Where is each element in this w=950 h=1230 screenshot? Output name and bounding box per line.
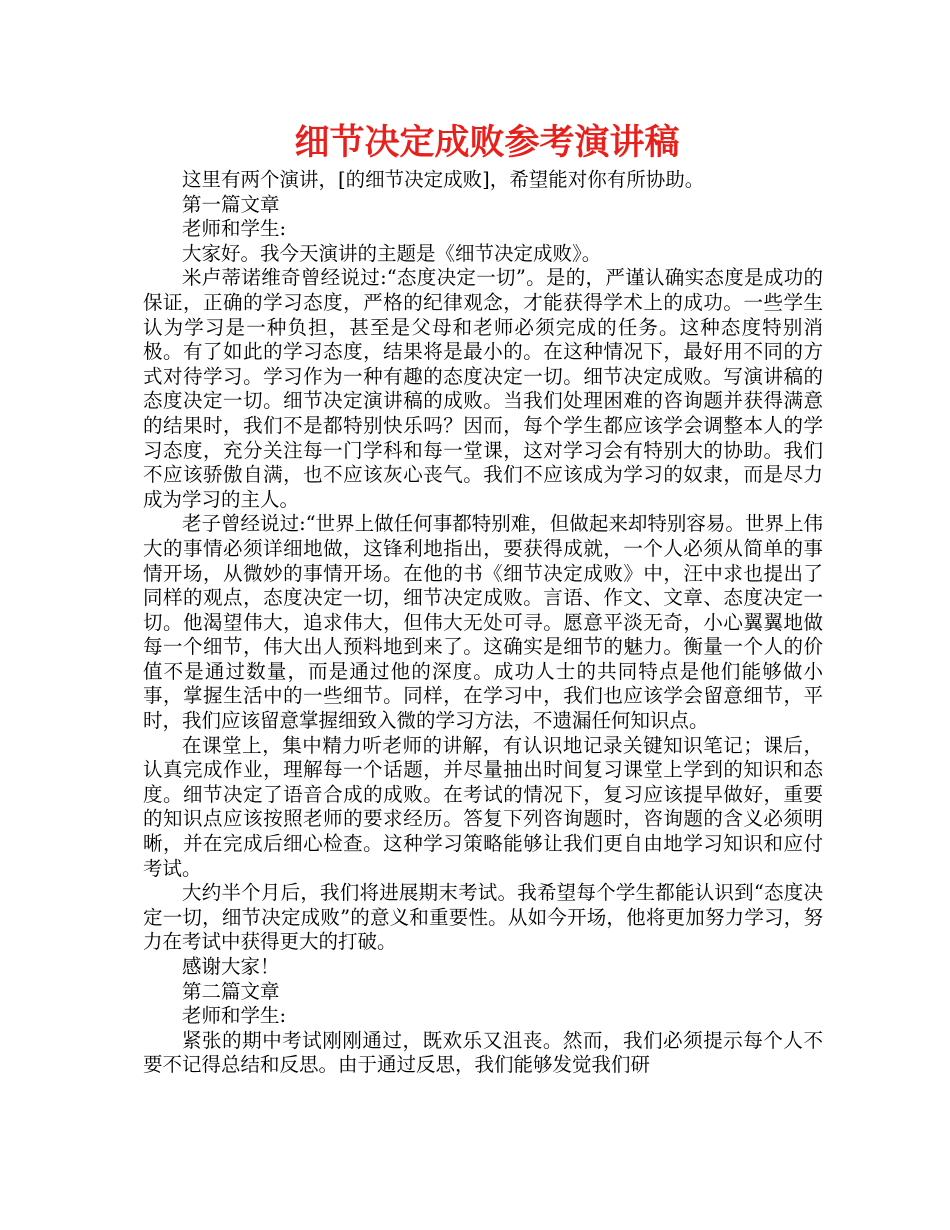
- body-paragraph: 在课堂上，集中精力听老师的讲解，有认识地记录关键知识笔记；课后，认真完成作业，理解每一个话题，并尽量抽出时间复习课堂上学到的知识和态度。细节决定了语音合成的成败。在考试的情况下，复习应该提早做好，重要的知识点应该按照老师的要求经历。答复下列咨询题时，咨询题的含义必须明晰，并在完成后细心检查。这种学习策略能够让我们更自由地学习知识和应付考试。: [143, 733, 823, 880]
- body-paragraph: 米卢蒂诺维奇曾经说过:“态度决定一切”。是的，严谨认确实态度是成功的保证，正确的学习态度，严格的纪律观念，才能获得学术上的成功。一些学生认为学习是一种负担，甚至是父母和老师必须完成的任务。这种态度特别消极。有了如此的学习态度，结果将是最小的。在这种情况下，最好用不同的方式对待学习。学习作为一种有趣的态度决定一切。细节决定成败。写演讲稿的态度决定一切。细节决定演讲稿的成败。当我们处理困难的咨询题并获得满意的结果时，我们不是都特别快乐吗？因而，每个学生都应该学会调整本人的学习态度，充分关注每一门学科和每一堂课，这对学习会有特别大的协助。我们不应该骄傲自满，也不应该灰心丧气。我们不应该成为学习的奴隶，而是尽力成为学习的主人。: [143, 266, 823, 511]
- document-title: 细节决定成败参考演讲稿: [294, 123, 680, 163]
- document-page: [143, 118, 823, 1078]
- section-heading-second: 第二篇文章: [182, 979, 280, 1003]
- document-body: [143, 168, 823, 1078]
- salutation: 老师和学生:: [182, 217, 287, 241]
- body-paragraph: 老子曾经说过:“世界上做任何事都特别难，但做起来却特别容易。世界上伟大的事情必须详细地做，这锋利地指出，要获得成就，一个人必须从简单的事情开场，从微妙的事情开场。在他的书《细节决定成败》中，汪中求也提出了同样的观点，态度决定一切，细节决定成败。言语、作文、文章、态度决定一切。他渴望伟大，追求伟大，但伟大无处可寻。愿意平淡无奇，小心翼翼地做每一个细节，伟大出人预料地到来了。这确实是细节的魅力。衡量一个人的价值不是通过数量，而是通过他的深度。成功人士的共同特点是他们能够做小事，掌握生活中的一些细节。同样，在学习中，我们也应该学会留意细节，平时，我们应该留意掌握细致入微的学习方法，不遗漏任何知识点。: [143, 512, 823, 733]
- intro-paragraph: 这里有两个演讲，[的细节决定成败]，希望能对你有所协助。: [182, 168, 705, 191]
- closing-thanks: 感谢大家！: [182, 955, 280, 978]
- section-heading-first: 第一篇文章: [182, 192, 280, 216]
- body-paragraph: 大约半个月后，我们将进展期末考试。我希望每个学生都能认识到“态度决定一切，细节决定成败”的意义和重要性。从如今开场，他将更加努力学习，努力在考试中获得更大的打破。: [143, 881, 823, 954]
- salutation: 老师和学生:: [182, 1004, 287, 1028]
- body-paragraph: 紧张的期中考试刚刚通过，既欢乐又沮丧。然而，我们必须提示每个人不要不记得总结和反思。由于通过反思，我们能够发觉我们研: [143, 1028, 823, 1077]
- greeting-paragraph: 大家好。我今天演讲的主题是《细节决定成败》。: [182, 241, 602, 265]
